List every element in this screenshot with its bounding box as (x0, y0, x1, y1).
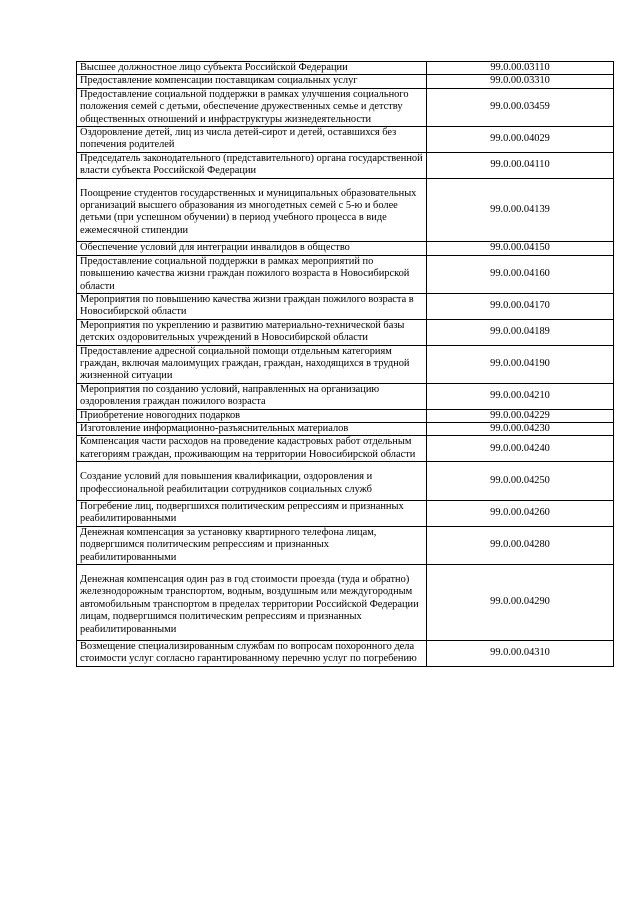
expense-name-cell: Председатель законодательного (представительного) органа государственной власти субъекта Российской Федерации (77, 152, 427, 178)
table-row (77, 409, 614, 422)
expense-code-cell: 99.0.00.04290 (427, 565, 614, 641)
table-row (77, 127, 614, 153)
expense-name-cell: Мероприятия по созданию условий, направленных на организацию оздоровления граждан пожилого возраста (77, 383, 427, 409)
expense-name-cell: Предоставление социальной поддержки в рамках улучшения социального положения семей с детьми, обеспечение дружественных семье и детству общественных отношений и инфраструктуры жизнедеятельности (77, 88, 427, 126)
expense-name-cell: Оздоровление детей, лиц из числа детей-сирот и детей, оставшихся без попечения родителей (77, 127, 427, 153)
table-row (77, 462, 614, 501)
expense-code-cell: 99.0.00.04190 (427, 345, 614, 383)
expense-code-cell: 99.0.00.03110 (427, 62, 614, 75)
expense-code-cell: 99.0.00.04230 (427, 422, 614, 435)
table-row (77, 152, 614, 178)
expense-name-cell: Приобретение новогодних подарков (77, 409, 427, 422)
expense-code-cell: 99.0.00.04029 (427, 127, 614, 153)
expense-code-cell: 99.0.00.04160 (427, 255, 614, 293)
table-row (77, 75, 614, 88)
expense-name-cell: Возмещение специализированным службам по вопросам похоронного дела стоимости услуг согласно гарантированному перечню услуг по погребению (77, 641, 427, 667)
table-row (77, 62, 614, 75)
expense-name-cell: Денежная компенсация один раз в год стоимости проезда (туда и обратно) железнодорожным транспортом, водным, воздушным или междугородным автомобильным транспортом в пределах территории Российской Федерации лицам, подвергшимся политическим репрессиям и признанных реабилитированными (77, 565, 427, 641)
expense-name-cell: Мероприятия по укреплению и развитию материально-технической базы детских оздоровительных учреждений в Новосибирской области (77, 319, 427, 345)
table-row (77, 526, 614, 564)
expense-name-cell: Компенсация части расходов на проведение кадастровых работ отдельным категориям граждан, проживающим на территории Новосибирской области (77, 436, 427, 462)
expense-name-cell: Поощрение студентов государственных и муниципальных образовательных организаций высшего образования из многодетных семей с 5-ю и более детьми (при успешном обучении) в период учебного процесса в виде ежемесячной стипендии (77, 178, 427, 242)
expense-name-cell: Создание условий для повышения квалификации, оздоровления и профессиональной реабилитации сотрудников социальных служб (77, 462, 427, 501)
expense-code-cell: 99.0.00.04170 (427, 293, 614, 319)
table-row (77, 383, 614, 409)
expense-code-cell: 99.0.00.04310 (427, 641, 614, 667)
table-row (77, 565, 614, 641)
table-row (77, 436, 614, 462)
table-row (77, 319, 614, 345)
expense-name-cell: Изготовление информационно-разъяснительных материалов (77, 422, 427, 435)
table-row (77, 422, 614, 435)
budget-code-table (76, 61, 614, 667)
expense-name-cell: Денежная компенсация за установку квартирного телефона лицам, подвергшимся политическим репрессиям и признанных реабилитированными (77, 526, 427, 564)
expense-name-cell: Предоставление социальной поддержки в рамках мероприятий по повышению качества жизни граждан пожилого возраста в Новосибирской области (77, 255, 427, 293)
expense-code-cell: 99.0.00.04250 (427, 462, 614, 501)
table-row (77, 242, 614, 255)
expense-name-cell: Мероприятия по повышению качества жизни граждан пожилого возраста в Новосибирской области (77, 293, 427, 319)
expense-code-cell: 99.0.00.04189 (427, 319, 614, 345)
expense-name-cell: Предоставление компенсации поставщикам социальных услуг (77, 75, 427, 88)
expense-code-cell: 99.0.00.03459 (427, 88, 614, 126)
table-row (77, 345, 614, 383)
table-row (77, 641, 614, 667)
expense-name-cell: Погребение лиц, подвергшихся политическим репрессиям и признанных реабилитированными (77, 501, 427, 527)
table-row (77, 178, 614, 242)
expense-code-cell: 99.0.00.04210 (427, 383, 614, 409)
expense-name-cell: Предоставление адресной социальной помощи отдельным категориям граждан, включая малоимущих граждан, граждан, находящихся в трудной жизненной ситуации (77, 345, 427, 383)
expense-code-cell: 99.0.00.04280 (427, 526, 614, 564)
table-row (77, 88, 614, 126)
expense-code-cell: 99.0.00.04110 (427, 152, 614, 178)
table-row (77, 501, 614, 527)
expense-code-cell: 99.0.00.04260 (427, 501, 614, 527)
expense-code-cell: 99.0.00.04150 (427, 242, 614, 255)
expense-name-cell: Высшее должностное лицо субъекта Российской Федерации (77, 62, 427, 75)
expense-code-cell: 99.0.00.03310 (427, 75, 614, 88)
table-row (77, 255, 614, 293)
expense-code-cell: 99.0.00.04139 (427, 178, 614, 242)
expense-code-cell: 99.0.00.04240 (427, 436, 614, 462)
expense-code-cell: 99.0.00.04229 (427, 409, 614, 422)
expense-name-cell: Обеспечение условий для интеграции инвалидов в общество (77, 242, 427, 255)
table-row (77, 293, 614, 319)
